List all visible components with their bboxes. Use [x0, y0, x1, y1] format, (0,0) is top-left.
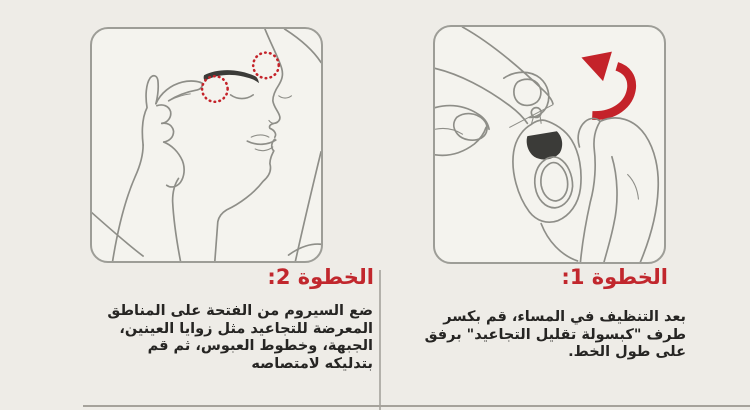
- step1-body-text: [425, 309, 686, 362]
- step2-body-line: بتدليكه لامتصاصه: [251, 355, 373, 372]
- step2-body-line: المعرضة للتجاعيد مثل زوايا العينين،: [119, 320, 373, 337]
- step1-body-line: طرف "كبسولة تقليل التجاعيد" برفق: [424, 326, 686, 343]
- step1-heading: الخطوة 1:: [561, 265, 668, 289]
- rotate-arrow-head: [581, 52, 611, 81]
- target-circle-forehead: [253, 53, 279, 79]
- capsule-opening-dark-blob: [527, 131, 563, 159]
- eyebrow: [204, 70, 259, 83]
- target-circle-temple: [202, 76, 228, 102]
- bottom-rule-line: [83, 405, 750, 407]
- step2-illustration-panel: [90, 27, 323, 263]
- step1-body-line: على طول الخط.: [568, 344, 686, 360]
- step1-illustration-panel: [433, 25, 666, 264]
- vertical-divider-line: [379, 270, 381, 410]
- step2-heading: الخطوة 2:: [267, 265, 374, 289]
- step2-body-text: [107, 303, 373, 373]
- step1-body-line: بعد التنظيف في المساء، قم بكسر: [443, 309, 686, 325]
- step2-body-line: الجبهة، وخطوط العبوس، ثم قم: [147, 338, 373, 354]
- woman-applying-serum-icon: [92, 29, 321, 261]
- step2-body-line: ضع السيروم من الفتحة على المناطق: [107, 303, 373, 319]
- hands-breaking-capsule-icon: [435, 27, 664, 262]
